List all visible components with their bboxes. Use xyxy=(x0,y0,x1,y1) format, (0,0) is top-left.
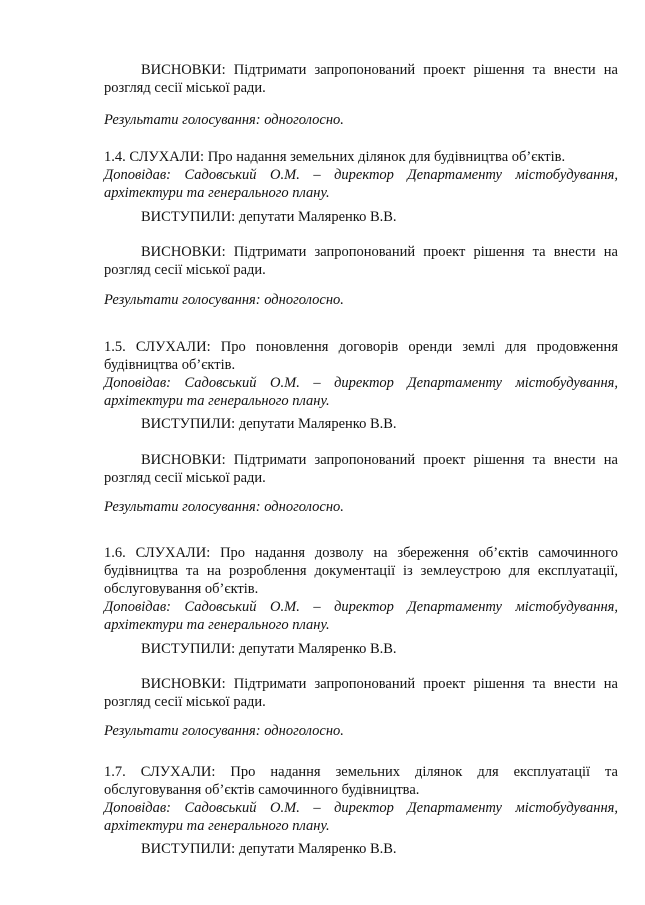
voting-result: Результати голосування: одноголосно. xyxy=(104,723,344,739)
heard-item-1-6: 1.6. СЛУХАЛИ: Про надання дозволу на збереження об’єктів самочинного xyxy=(104,545,618,561)
heard-item-1-5: 1.5. СЛУХАЛИ: Про поновлення договорів оренди землі для продовження xyxy=(104,339,618,355)
voting-result: Результати голосування: одноголосно. xyxy=(104,292,344,308)
speaker-line: архітектури та генерального плану. xyxy=(104,617,330,633)
speaker-line: архітектури та генерального плану. xyxy=(104,818,330,834)
spoke-line: ВИСТУПИЛИ: депутати Маляренко В.В. xyxy=(141,416,397,432)
conclusions-paragraph: ВИСНОВКИ: Підтримати запропонований проект рішення та внести на розгляд сесії міської ради. xyxy=(104,452,618,486)
speaker-line: Доповідав: Садовський О.М. – директор Департаменту містобудування, xyxy=(104,800,618,816)
heard-line: будівництва та на розроблення документації із землеустрою для експлуатації, xyxy=(104,563,618,579)
voting-result: Результати голосування: одноголосно. xyxy=(104,499,344,515)
spoke-line: ВИСТУПИЛИ: депутати Маляренко В.В. xyxy=(141,641,397,657)
conclusions-paragraph: ВИСНОВКИ: Підтримати запропонований проект рішення та внести на розгляд сесії міської ради. xyxy=(104,62,618,96)
speaker-line: Доповідав: Садовський О.М. – директор Департаменту містобудування, xyxy=(104,599,618,615)
heard-item-1-7: 1.7. СЛУХАЛИ: Про надання земельних ділянок для експлуатації та xyxy=(104,764,618,780)
spoke-line: ВИСТУПИЛИ: депутати Маляренко В.В. xyxy=(141,841,397,857)
speaker-line: Доповідав: Садовський О.М. – директор Департаменту містобудування, xyxy=(104,167,618,183)
voting-result: Результати голосування: одноголосно. xyxy=(104,112,344,128)
speaker-line: архітектури та генерального плану. xyxy=(104,393,330,409)
heard-line: будівництва об’єктів. xyxy=(104,357,236,373)
conclusions-paragraph: ВИСНОВКИ: Підтримати запропонований проект рішення та внести на розгляд сесії міської ради. xyxy=(104,244,618,278)
heard-line: обслуговування об’єктів. xyxy=(104,581,259,597)
heard-line: обслуговування об’єктів самочинного будівництва. xyxy=(104,782,420,798)
conclusions-paragraph: ВИСНОВКИ: Підтримати запропонований проект рішення та внести на розгляд сесії міської ради. xyxy=(104,676,618,710)
speaker-line: Доповідав: Садовський О.М. – директор Департаменту містобудування, xyxy=(104,375,618,391)
speaker-line: архітектури та генерального плану. xyxy=(104,185,330,201)
heard-item-1-4: 1.4. СЛУХАЛИ: Про надання земельних ділянок для будівництва об’єктів. xyxy=(104,149,566,165)
spoke-line: ВИСТУПИЛИ: депутати Маляренко В.В. xyxy=(141,209,397,225)
